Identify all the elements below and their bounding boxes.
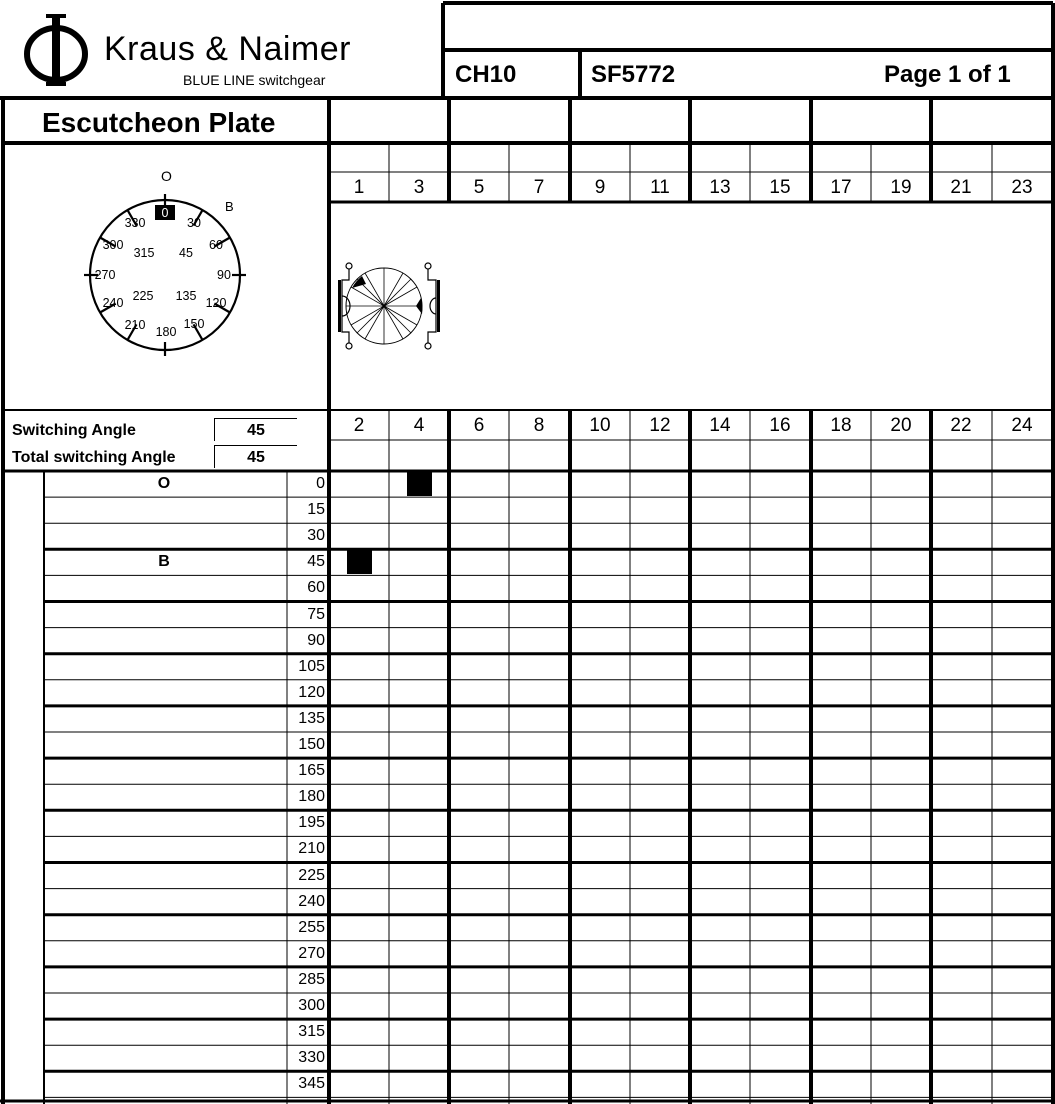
row-angle: 150 <box>298 736 325 753</box>
dial-angle-label: 0 <box>161 206 169 220</box>
terminal-number-top: 7 <box>533 177 545 198</box>
terminal-number-bottom: 8 <box>533 415 545 436</box>
escutcheon-dial <box>70 160 260 360</box>
row-angle: 105 <box>298 657 325 675</box>
dial-label-o: O <box>161 168 172 184</box>
row-angle: 300 <box>298 997 325 1014</box>
terminal-number-bottom: 20 <box>890 415 912 436</box>
row-angle: 45 <box>307 553 325 571</box>
terminal-number-top: 13 <box>709 177 731 198</box>
dial-angle-label: 330 <box>124 216 146 230</box>
terminal-number-top: 5 <box>473 177 485 198</box>
terminal-number-bottom: 18 <box>830 415 852 436</box>
contact-diagram <box>334 258 444 353</box>
dial-angle-label: 90 <box>217 268 231 282</box>
terminal-number-top: 15 <box>769 177 791 198</box>
diagram-code: SF5772 <box>591 61 676 88</box>
switching-angle-value: 45 <box>214 418 297 441</box>
terminal-number-bottom: 6 <box>473 415 485 436</box>
row-angle: 210 <box>298 840 325 858</box>
dial-angle-label: 45 <box>179 246 193 260</box>
contact-closed-mark <box>407 472 432 496</box>
row-angle: 15 <box>307 501 325 519</box>
terminal-number-top: 23 <box>1011 177 1033 198</box>
row-angle: 135 <box>298 709 325 727</box>
row-angle: 180 <box>298 788 325 806</box>
dial-angle-label: 210 <box>124 318 146 332</box>
dial-angle-label: 150 <box>183 317 205 331</box>
dial-angle-label: 225 <box>132 289 154 303</box>
row-angle: 270 <box>298 944 325 962</box>
terminal-number-bottom: 22 <box>950 415 972 436</box>
brand-tagline: BLUE LINE switchgear <box>183 72 326 88</box>
terminal-number-top: 21 <box>950 177 972 198</box>
contact-closed-mark <box>347 550 372 574</box>
row-angle: 285 <box>298 970 325 988</box>
terminal-number-bottom: 4 <box>413 415 425 436</box>
terminal-number-top: 17 <box>830 177 852 198</box>
terminal-number-top: 3 <box>413 177 425 198</box>
terminal-number-top: 9 <box>594 177 606 198</box>
plate-title: Escutcheon Plate <box>42 107 276 138</box>
row-angle: 165 <box>298 762 325 780</box>
dial-angle-label: 135 <box>175 289 197 303</box>
row-angle: 315 <box>298 1023 325 1041</box>
dial-angle-label: 270 <box>94 268 116 282</box>
terminal-number-bottom: 2 <box>353 415 365 436</box>
row-angle: 120 <box>298 683 325 701</box>
row-angle: 60 <box>307 579 325 597</box>
terminal-number-top: 19 <box>890 177 912 198</box>
terminal-number-bottom: 10 <box>589 415 611 436</box>
row-angle: 195 <box>298 814 325 832</box>
row-angle: 225 <box>298 866 325 884</box>
logo-mark <box>22 10 92 90</box>
terminal-number-top: 11 <box>650 177 670 198</box>
row-angle: 240 <box>298 892 325 910</box>
dial-angle-label: 60 <box>209 238 223 252</box>
terminal-number-top: 1 <box>353 177 365 198</box>
row-angle: 75 <box>307 605 325 623</box>
row-angle: 255 <box>298 918 325 936</box>
terminal-number-bottom: 16 <box>769 415 791 436</box>
brand-name: Kraus & Naimer <box>104 30 351 68</box>
dial-angle-label: 300 <box>102 238 124 252</box>
terminal-number-bottom: 14 <box>709 415 731 436</box>
position-label: B <box>158 553 170 571</box>
product-code: CH10 <box>455 61 517 88</box>
row-angle: 90 <box>307 631 325 649</box>
dial-angle-label: 240 <box>102 296 124 310</box>
row-angle: 345 <box>298 1075 325 1093</box>
row-angle: 0 <box>316 475 325 492</box>
dial-angle-label: 120 <box>205 296 227 310</box>
terminal-number-bottom: 24 <box>1011 415 1033 436</box>
position-label: O <box>157 475 171 492</box>
page-indicator: Page 1 of 1 <box>884 61 1011 88</box>
total-switching-angle-value: 45 <box>214 445 297 468</box>
dial-label-b: B <box>225 199 234 214</box>
total-switching-angle-label: Total switching Angle <box>12 449 176 466</box>
switching-angle-label: Switching Angle <box>12 422 136 439</box>
dial-angle-label: 180 <box>155 325 177 339</box>
terminal-number-bottom: 12 <box>649 415 671 436</box>
row-angle: 330 <box>298 1049 325 1067</box>
row-angle: 30 <box>307 527 325 545</box>
dial-angle-label: 315 <box>133 246 155 260</box>
dial-angle-label: 30 <box>187 216 201 230</box>
